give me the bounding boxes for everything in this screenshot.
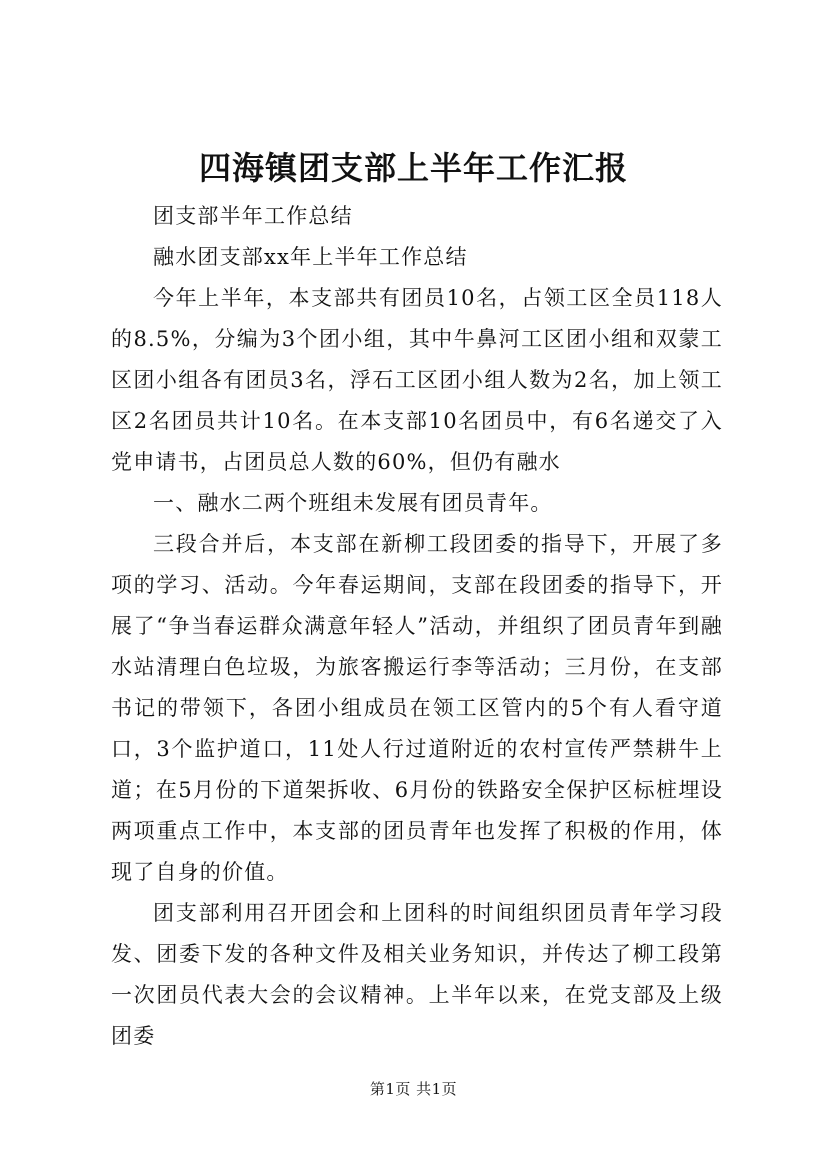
paragraph-study: 团支部利用召开团会和上团科的时间组织团员青年学习段发、团委下发的各种文件及相关业务知识，并传达了柳工段第一次团员代表大会的会议精神。上半年以来，在党支部及上级团委: [111, 901, 723, 1048]
paragraph-section-one: 一、融水二两个班组未发展有团员青年。: [153, 491, 553, 515]
document-title: 四海镇团支部上半年工作汇报: [198, 149, 628, 187]
document-body: [111, 196, 723, 1057]
paragraph-summary-title: 融水团支部xx年上半年工作总结: [153, 245, 468, 269]
paragraph-subtitle: 团支部半年工作总结: [153, 204, 353, 228]
paragraph-activities: 三段合并后，本支部在新柳工段团委的指导下，开展了多项的学习、活动。今年春运期间，支部在段团委的指导下，开展了“争当春运群众满意年轻人”活动，并组织了团员青年到融水站清理白色垃圾，为旅客搬运行李等活动；三月份，在支部书记的带领下，各团小组成员在领工区管内的5个有人看守道口，3个监护道口，11处人行过道附近的农村宣传严禁耕牛上道；在5月份的下道架拆收、6月份的铁路安全保护区标桩埋设两项重点工作中，本支部的团员青年也发挥了积极的作用，体现了自身的价值。: [111, 532, 723, 884]
page-footer: 第1页 共1页: [369, 1080, 458, 1098]
paragraph-membership: 今年上半年，本支部共有团员10名，占领工区全员118人的8.5%，分编为3个团小组，其中牛鼻河工区团小组和双蒙工区团小组各有团员3名，浮石工区团小组人数为2名，加上领工区2名团员共计10名。在本支部10名团员中，有6名递交了入党申请书，占团员总人数的60%，但仍有融水: [111, 286, 723, 474]
